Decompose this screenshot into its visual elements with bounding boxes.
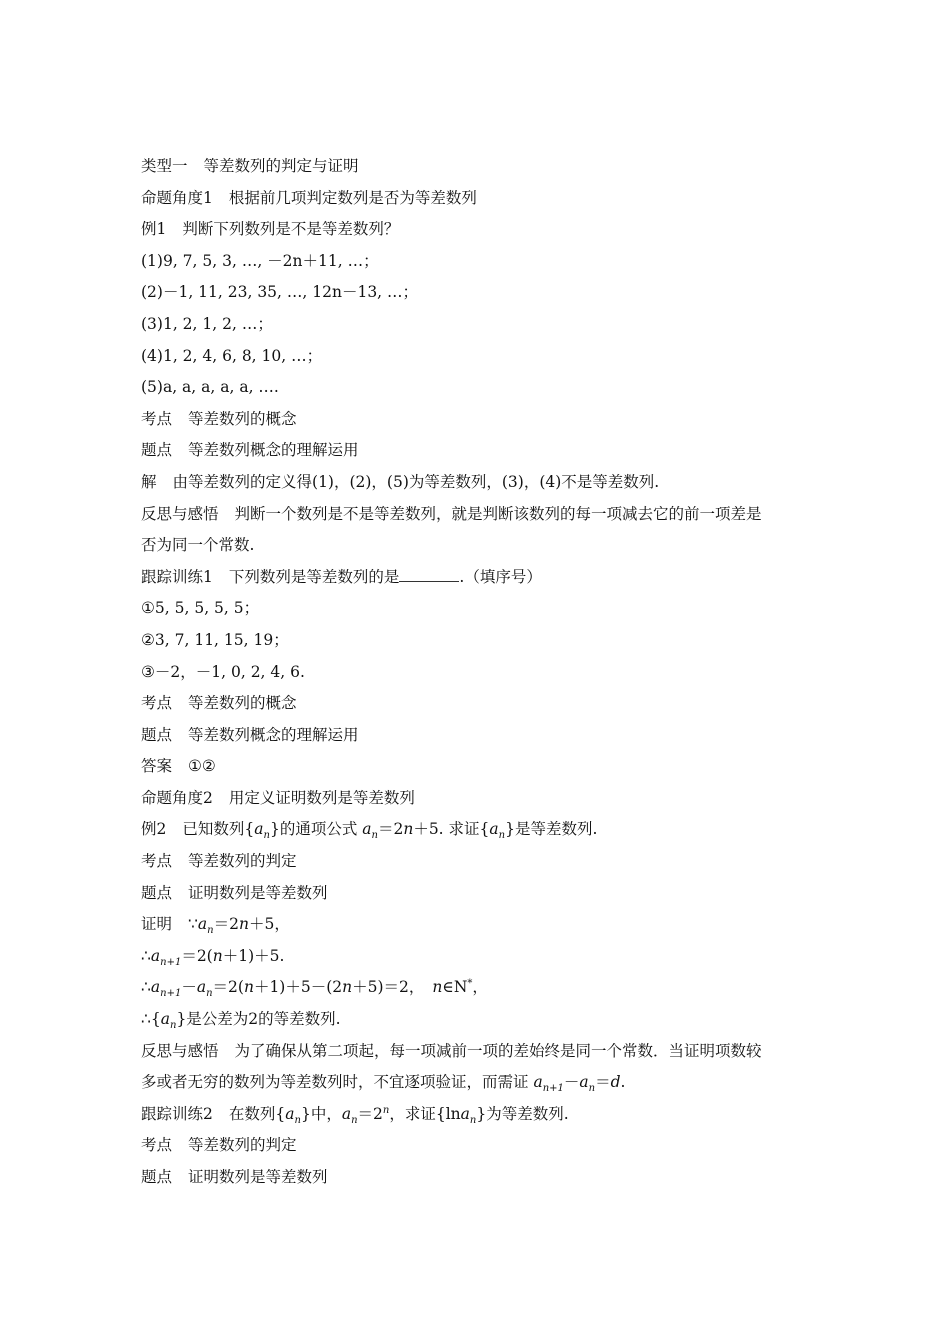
- proof-line-2: $\therefore a_{n+1}=2(n+1)+5$.: [141, 946, 285, 968]
- tidian-label: 题点: [141, 725, 173, 744]
- type-name: 等差数列的判定与证明: [203, 157, 359, 175]
- answer-blank: [399, 569, 459, 582]
- list-item: ①5, 5, 5, 5, 5；: [141, 599, 260, 618]
- example2-kaodian: [141, 846, 821, 878]
- training2-kaodian: [141, 1130, 821, 1162]
- angle2-label: 命题角度2: [141, 788, 213, 807]
- kaodian-text: 等差数列的判定: [188, 1136, 297, 1155]
- list-item: ③－2，－1, 0, 2, 4, 6.: [141, 662, 305, 681]
- kaodian-text: 等差数列的判定: [188, 852, 297, 871]
- type-heading: [141, 151, 821, 183]
- example1-question: [141, 214, 821, 246]
- proof-label: 证明: [141, 915, 173, 934]
- tidian-text: 等差数列概念的理解运用: [188, 441, 359, 460]
- tidian-label: 题点: [141, 883, 173, 902]
- tidian-label: 题点: [141, 441, 173, 460]
- kaodian-label: 考点: [141, 1136, 173, 1155]
- kaodian-text: 等差数列的概念: [188, 409, 297, 428]
- angle2-heading: [141, 783, 821, 815]
- example2-question: 例2 已知数列$\{a_n\}$的通项公式 $a_n=2n+5$. 求证$\{a_n\}$是等差数列.: [141, 820, 598, 842]
- training1-answer: [141, 751, 821, 783]
- angle1-heading: [141, 183, 821, 215]
- example1-reflection: [141, 499, 821, 531]
- angle1-text: 根据前几项判定数列是否为等差数列: [228, 188, 477, 207]
- training1-kaodian: [141, 688, 821, 720]
- angle2-text: 用定义证明数列是等差数列: [228, 788, 415, 807]
- training1-tidian: [141, 720, 821, 752]
- proof-line-4: $\therefore\{a_n\}$是公差为2的等差数列.: [141, 1010, 341, 1032]
- solution-text: 由等差数列的定义得(1)，(2)，(5)为等差数列，(3)，(4)不是等差数列.: [172, 472, 660, 491]
- document-page: [141, 151, 821, 1194]
- training2-question: 跟踪训练2 在数列$\{a_n\}$中，$a_n=2^n$，求证{lna$_n$}为等差数列.: [141, 1104, 569, 1126]
- answer-label: 答案: [141, 757, 173, 776]
- answer-text: ①②: [188, 757, 216, 776]
- kaodian-text: 等差数列的概念: [188, 694, 297, 713]
- list-item: ②3, 7, 11, 15, 19；: [141, 630, 289, 649]
- reflection-text: 判断一个数列是不是等差数列，就是判断该数列的每一项减去它的前一项差是: [234, 504, 762, 523]
- reflection-text: 为了确保从第二项起，每一项减前一项的差始终是同一个常数．当证明项数较: [234, 1041, 762, 1060]
- list-item: (2)－1, 11, 23, 35, …, 12n－13, …；: [141, 283, 419, 302]
- training1-question: [141, 562, 821, 594]
- example1-tidian: [141, 435, 821, 467]
- training2-tidian: [141, 1162, 821, 1194]
- list-item: (4)1, 2, 4, 6, 8, 10, …；: [141, 346, 323, 365]
- example1-kaodian: [141, 404, 821, 436]
- example1-reflection-cont: 否为同一个常数.: [141, 536, 255, 555]
- example2-reflection: [141, 1036, 821, 1068]
- tidian-text: 证明数列是等差数列: [188, 883, 328, 902]
- tidian-label: 题点: [141, 1168, 173, 1186]
- example2-label: 例2: [141, 820, 167, 839]
- kaodian-label: 考点: [141, 694, 173, 713]
- example1-text: 判断下列数列是不是等差数列？: [182, 220, 400, 239]
- example1-label: 例1: [141, 220, 167, 239]
- training1-label: 跟踪训练1: [141, 567, 213, 586]
- angle1-label: 命题角度1: [141, 188, 213, 207]
- tidian-text: 等差数列概念的理解运用: [188, 725, 359, 744]
- list-item: (3)1, 2, 1, 2, …；: [141, 314, 273, 333]
- reflection-label: 反思与感悟: [141, 1041, 219, 1060]
- type-title: 类型一: [141, 157, 188, 175]
- reflection-label: 反思与感悟: [141, 504, 219, 523]
- proof-line-3: $\therefore a_{n+1}-a_n=2(n+1)+5-(2n+5)=2$， n∈N*，: [141, 978, 488, 1000]
- tidian-text: 证明数列是等差数列: [188, 1168, 328, 1186]
- list-item: (1)9, 7, 5, 3, …, －2n＋11, …；: [141, 251, 379, 270]
- example2-tidian: [141, 878, 821, 910]
- proof-line-1: 证明 $\because a_n=2n+5$，: [141, 915, 290, 937]
- solution-label: 解: [141, 472, 157, 491]
- example1-solution: [141, 467, 821, 499]
- example2-reflection-cont: 多或者无穷的数列为等差数列时，不宜逐项验证，而需证 $a_{n+1}-a_n=d$.: [141, 1073, 626, 1095]
- training2-label: 跟踪训练2: [141, 1104, 213, 1123]
- kaodian-label: 考点: [141, 852, 173, 871]
- training1-text-end: .（填序号）: [459, 567, 542, 586]
- kaodian-label: 考点: [141, 409, 173, 428]
- training1-text: 下列数列是等差数列的是: [228, 567, 400, 586]
- list-item: (5)a, a, a, a, a, ….: [141, 378, 279, 397]
